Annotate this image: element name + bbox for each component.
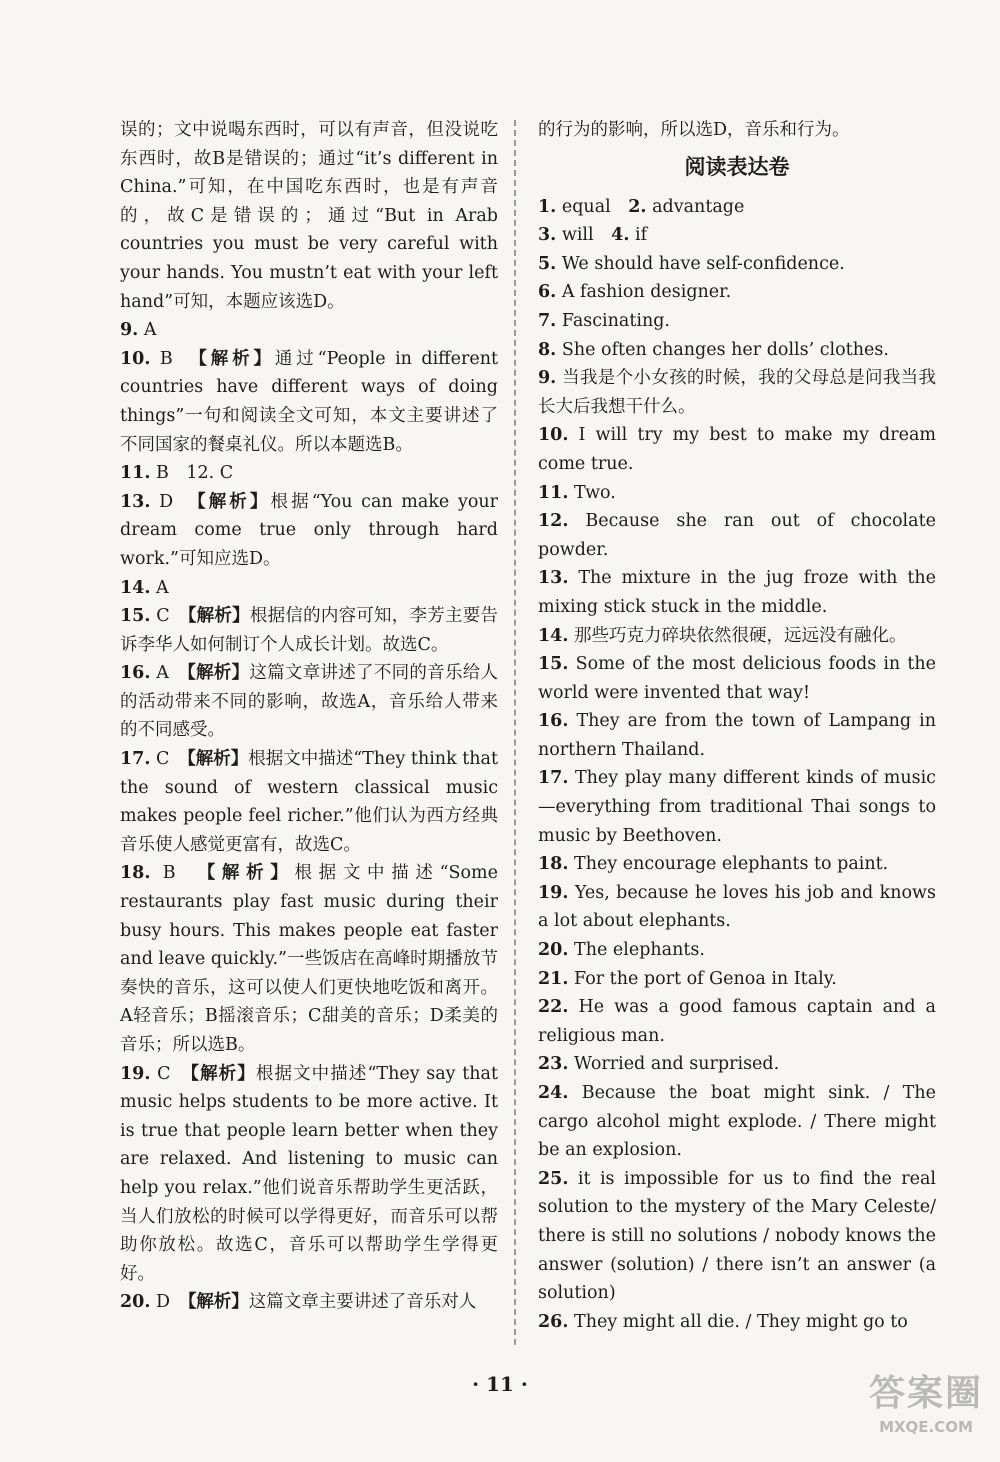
item-number: 14. [120,577,151,598]
item-number: 11. [120,463,151,484]
answer-item [120,574,498,603]
item-answer: D [159,491,174,512]
answer-item [538,307,936,336]
answer-item [538,965,936,994]
left-continuation: 误的；文中说喝东西时，可以有声音，但没说吃东西时，故B是错误的；通过“it’s different in China.”可知，在中国吃东西时，也是有声音的，故C是错误的；通过“But in Arab countries you must be very careful with your hands. You mustn’t eat with your left hand”可知，本题应该选D。 [120,120,498,312]
watermark-url: MXQE.COM [879,1418,973,1436]
analysis-tag: 【解析】 [186,749,249,770]
answer-item [538,993,936,1050]
item-text: They might all die. / They might go to [574,1311,908,1332]
item-answer: B 12. C [156,463,234,484]
item-number: 20. [538,940,569,961]
item-number: 9. [538,368,557,389]
item-text: For the port of Genoa in Italy. [574,968,837,989]
answer-item [120,488,498,574]
item-text: advantage [652,196,745,217]
item-answer: B [159,348,173,369]
item-answer: C [157,1063,171,1084]
item-text: equal [561,196,629,217]
right-continuation: 的行为的影响，所以选D，音乐和行为。 [538,120,850,140]
answer-item [538,507,936,564]
answer-item [538,421,936,478]
analysis-text: 这篇文章讲述了不同的音乐给人的活动带来不同的影响，故选A，音乐给人带来的不同感受。 [120,663,498,741]
item-number: 16. [120,663,151,684]
item-number: 10. [538,425,569,446]
item-text: it is impossible for us to find the real solution to the mystery of the Mary Celeste/ there is still no solutions / nobody knows the answer (solution) / there isn’t an answer (a solution) [538,1168,936,1304]
item-number: 3. [538,225,557,246]
item-number: 7. [538,310,557,331]
item-answer: B [162,863,176,884]
item-text: We should have self-confidence. [561,253,845,274]
answer-item [538,250,936,279]
item-number: 17. [538,768,569,789]
item-number: 13. [538,568,569,589]
item-answer: D [156,1292,171,1313]
answer-item [538,564,936,621]
item-number: 26. [538,1311,569,1332]
item-number: 25. [538,1168,569,1189]
item-text: Some of the most delicious foods in the world were invented that way! [538,654,936,703]
item-number: 20. [120,1292,151,1313]
item-number: 15. [538,654,569,675]
answer-item [120,1288,498,1317]
column-divider [514,120,516,1345]
answer-item [538,193,936,222]
item-text: They encourage elephants to paint. [574,854,889,875]
answer-item [120,459,498,488]
item-number: 16. [538,711,569,732]
item-text: will [561,225,612,246]
item-text: Yes, because he loves his job and knows a lot about elephants. [538,882,936,932]
analysis-tag: 【解析】 [206,863,295,884]
item-text: They play many different kinds of music—everything from traditional Thai songs to music by Beethoven. [538,768,936,846]
answer-item [538,764,936,850]
item-text: Because she ran out of chocolate powder. [538,511,936,560]
answer-item [120,1060,498,1289]
answer-item [538,650,936,707]
analysis-text: 根据文中描述“Some restaurants play fast music during their busy hours. This makes people eat faster and leave quickly.”一些饭店在高峰时期播放节奏快的音乐，这可以使人们更快地吃饭和离开。A轻音乐；B摇滚音乐；C甜美的音乐；D柔美的音乐；所以选B。 [120,863,498,1055]
item-number: 19. [538,882,569,903]
answer-item [120,659,498,745]
item-number: 15. [120,606,151,627]
answer-item [538,221,936,250]
item-text: Fascinating. [561,310,670,331]
analysis-tag: 【解析】 [187,663,250,684]
item-text: They are from the town of Lampang in northern Thailand. [538,711,936,760]
answer-item [538,707,936,764]
item-text: Because the boat might sink. / The cargo alcohol might explode. / There might be an explosion. [538,1083,936,1161]
answer-item [538,622,936,651]
item-number: 1. [538,196,557,217]
analysis-tag: 【解析】 [187,606,250,627]
item-text: A fashion designer. [561,282,732,303]
item-text: Worried and surprised. [574,1054,780,1075]
item-number: 19. [120,1063,151,1084]
item-text: The elephants. [574,940,705,961]
answer-item [538,1308,936,1337]
analysis-text: 通过“People in different countries have different ways of doing things”一句和阅读全文可知，本文主要讲述了不同国家的餐桌礼仪。所以本题选B。 [120,348,498,455]
analysis-text: 根据信的内容可知，李芳主要告诉李华人如何制订个人成长计划。故选C。 [120,606,498,655]
answer-item [538,936,936,965]
answer-item [120,316,498,345]
analysis-text: 根据文中描述“They say that music helps students to be more active. It is true that people learn better when they are relaxed. And listening to music can help you relax.”他们说音乐帮助学生更活跃，当人们放松的时候可以学得更好，而音乐可以帮助你放松。故选C，音乐可以帮助学生学得更好。 [120,1063,499,1284]
item-number: 24. [538,1083,569,1103]
item-answer: A [143,320,157,341]
watermark-logo [866,1370,986,1454]
item-text: She often changes her dolls’ clothes. [561,339,889,360]
analysis-tag: 【解析】 [198,348,275,369]
section-title: 阅读表达卷 [684,154,790,179]
analysis-text: 根据“You can make your dream come true only through hard work.”可知应选D。 [120,491,499,569]
item-number: 6. [538,282,557,303]
item-number: 18. [538,854,569,875]
item-number: 23. [538,1054,569,1075]
item-answer: C [156,606,170,627]
analysis-tag: 【解析】 [196,491,271,512]
item-text: 当我是个小女孩的时候，我的父母总是问我当我长大后我想干什么。 [538,368,936,417]
item-number: 5. [538,253,557,274]
answer-item [120,345,498,459]
item-text: He was a good famous captain and a religious man. [538,997,936,1046]
item-answer: C [156,749,170,770]
item-text: I will try my best to make my dream come true. [538,425,936,474]
answer-item [538,278,936,307]
answer-item [538,1050,936,1079]
analysis-text: 这篇文章主要讲述了音乐对人 [248,1292,477,1313]
item-text: 那些巧克力碎块依然很硬，远远没有融化。 [574,625,907,646]
item-number: 21. [538,968,569,989]
item-number: 8. [538,339,557,360]
answer-item [538,336,936,365]
answer-item [120,602,498,659]
item-number: 22. [538,997,569,1018]
page-number: · 11 · [472,1372,528,1396]
left-column [120,116,498,1317]
answer-item [538,1079,936,1165]
answer-item [538,1165,936,1308]
item-number: 10. [120,348,151,369]
answer-item [120,859,498,1059]
item-number: 4. [611,225,630,246]
answer-item [538,879,936,936]
item-number: 14. [538,625,569,646]
analysis-tag: 【解析】 [187,1292,249,1313]
item-text: Two. [574,482,616,503]
analysis-text: 根据文中描述“They think that the sound of western classical music makes people feel richer.”他们认为西方经典音乐使人感觉更富有，故选C。 [120,749,499,855]
watermark-main: 答案圈 [868,1373,983,1414]
item-number: 2. [628,196,647,217]
item-number: 13. [120,491,151,512]
item-number: 11. [538,482,569,503]
item-answer: A [156,663,169,684]
item-number: 18. [120,863,151,884]
item-text: if [635,225,648,246]
analysis-tag: 【解析】 [190,1063,256,1084]
answer-item [538,364,936,421]
item-answer: A [156,577,169,598]
item-text: The mixture in the jug froze with the mixing stick stuck in the middle. [538,568,936,617]
answer-item [120,745,498,859]
item-number: 9. [120,320,139,341]
item-number: 12. [538,511,569,532]
answer-item [538,479,936,508]
item-number: 17. [120,749,151,770]
right-column [538,116,936,1336]
answer-item [538,850,936,879]
